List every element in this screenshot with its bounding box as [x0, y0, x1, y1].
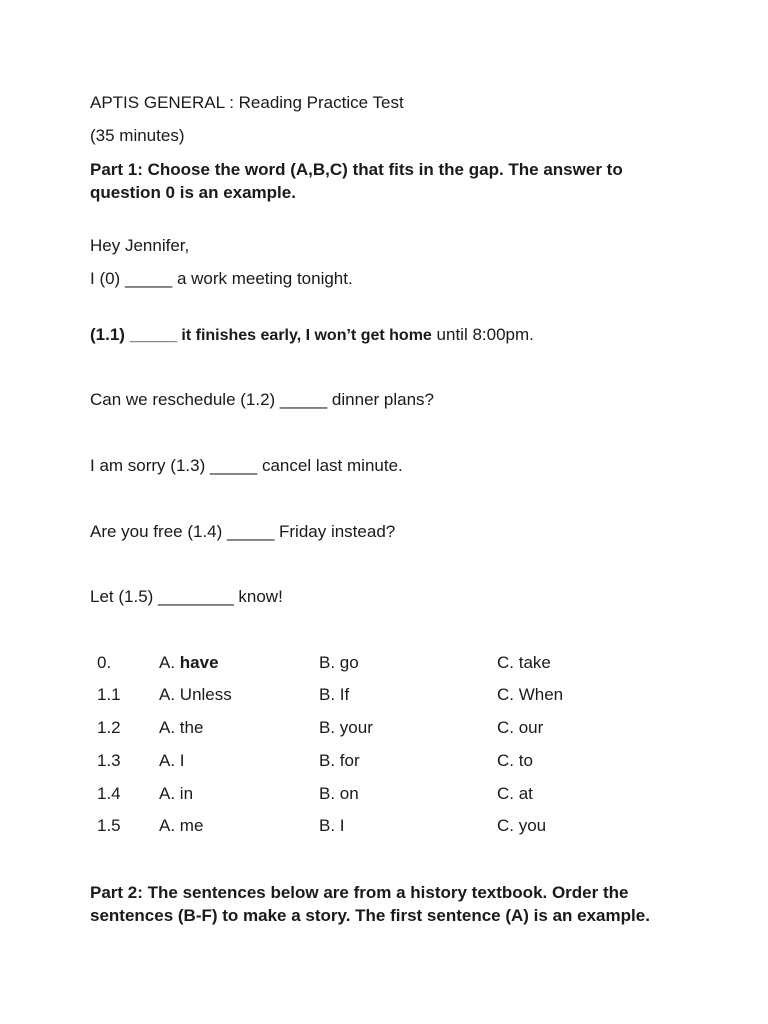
sentence-1-3: I am sorry (1.3) _____ cancel last minute. — [90, 456, 403, 475]
sentence-1-1-tail: until 8:00pm. — [431, 325, 534, 344]
test-title: APTIS GENERAL : Reading Practice Test — [90, 93, 404, 112]
sentence-1-5: Let (1.5) ________ know! — [90, 587, 283, 606]
option-a-word: in — [179, 784, 194, 803]
option-a — [159, 684, 232, 706]
option-c: C. to — [497, 751, 533, 770]
option-b: B. for — [319, 751, 360, 770]
letter-greeting: Hey Jennifer, — [90, 236, 190, 255]
option-c: C. take — [497, 653, 551, 672]
part2-instructions: Part 2: The sentences below are from a history textbook. Order the sentences (B-F) to make a story. The first sentence (A) is an example. — [90, 883, 650, 925]
option-a-word: Unless — [179, 685, 232, 704]
sentence-0: I (0) _____ a work meeting tonight. — [90, 269, 353, 288]
option-a — [159, 815, 203, 837]
option-row-number: 1.3 — [97, 751, 121, 770]
option-row-number: 1.1 — [97, 685, 121, 704]
option-a — [159, 783, 193, 805]
option-a-prefix: A. — [159, 718, 180, 737]
option-c: C. When — [497, 685, 564, 704]
option-a-prefix: A. — [159, 784, 180, 803]
test-duration: (35 minutes) — [90, 126, 185, 145]
sentence-1-4: Are you free (1.4) _____ Friday instead? — [90, 522, 396, 541]
option-b: B. on — [319, 784, 359, 803]
option-a — [159, 652, 219, 674]
option-b: B. If — [319, 685, 350, 704]
option-a-prefix: A. — [159, 653, 180, 672]
option-c: C. our — [497, 718, 544, 737]
sentence-1-1-bold-text: it finishes early, I won’t get home — [176, 327, 432, 344]
sentence-1-2: Can we reschedule (1.2) _____ dinner plans? — [90, 390, 435, 409]
option-a-word: me — [179, 816, 204, 835]
option-a — [159, 750, 185, 772]
option-b: B. I — [319, 816, 345, 835]
option-a-word-answer: have — [179, 653, 219, 672]
option-c: C. at — [497, 784, 533, 803]
option-row-number: 1.4 — [97, 784, 121, 803]
option-a-word: I — [179, 751, 185, 770]
option-a-word: the — [179, 718, 204, 737]
option-c: C. you — [497, 816, 547, 835]
sentence-1-1-gap: (1.1) _____ — [90, 325, 177, 344]
option-a-prefix: A. — [159, 751, 180, 770]
option-a — [159, 717, 203, 739]
option-a-prefix: A. — [159, 685, 180, 704]
part1-instructions: Part 1: Choose the word (A,B,C) that fits in the gap. The answer to question 0 is an example. — [90, 160, 623, 202]
option-row-number: 1.5 — [97, 816, 121, 835]
sentence-1-1 — [90, 324, 534, 347]
option-b: B. go — [319, 653, 359, 672]
option-b: B. your — [319, 718, 373, 737]
option-row-number: 0. — [97, 653, 112, 672]
option-row-number: 1.2 — [97, 718, 121, 737]
option-a-prefix: A. — [159, 816, 180, 835]
